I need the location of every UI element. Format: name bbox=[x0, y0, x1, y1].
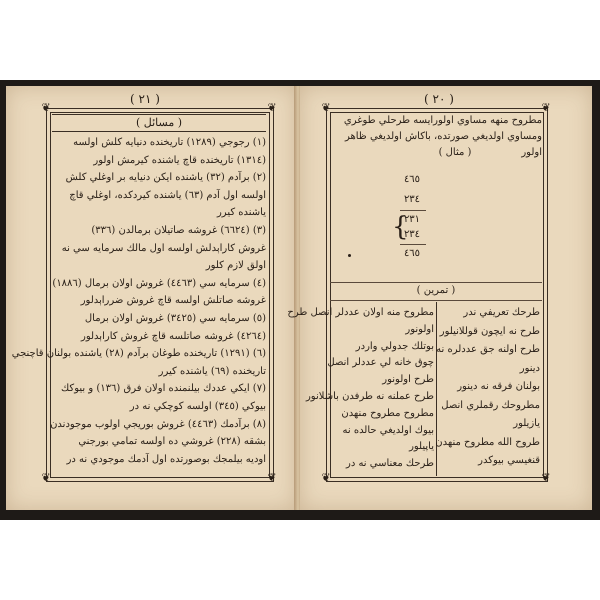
problem-line: (١٣١٤) تاريخنده قاچ ياشنده كيرمش اولور bbox=[93, 154, 266, 166]
problem-line: غروشه صاتلش اولسه قاچ غروش ضرراېدلور bbox=[80, 295, 266, 307]
right-page bbox=[287, 86, 592, 510]
problem-line: (٤٢٦٤) غروشه صاتلسه قاچ غروش كاراېدلور bbox=[81, 330, 266, 342]
example-minuend: ٤٦٥ bbox=[403, 174, 421, 185]
problem-line: غروش كاراېدلش اولسه اول مالك سرمايه سي نه bbox=[61, 242, 266, 254]
problem-line: (٤) سرمايه سي (٤٤٦٣) غروش اولان برمال (١٨٨٦) bbox=[52, 277, 266, 289]
problem-line: بيوكي (٣٤٥) اولسه كوچكي نه در bbox=[129, 401, 266, 412]
exercise-question: طرح عملنه نه طرفدن باشلانور bbox=[305, 391, 434, 402]
ornament-corner-icon: ❦ bbox=[541, 471, 551, 484]
page-number-20: ( ٢٠ ) bbox=[424, 92, 454, 106]
example-subtrahend: ٢٣٤ bbox=[403, 194, 421, 205]
example-label: ( مثال ) bbox=[438, 147, 472, 158]
problem-line: (٦) (١٢٩١) تاريخنده طوغان برآدم (٢٨) ياشنده بولنان قاچنجي bbox=[11, 348, 266, 360]
column-divider bbox=[436, 302, 437, 476]
exercise-question: طرح نه ايچون قوللانيلور bbox=[439, 325, 540, 337]
page-number-21: ( ٢١ ) bbox=[130, 92, 160, 106]
dot-mark bbox=[348, 254, 351, 257]
problem-line: تاريخنده (٦٩) ياشنده كيرر bbox=[158, 365, 266, 377]
problem-line: (٣) (٦٦٢٤) غروشه صاتيلان برمالدن (٣٣٦) bbox=[91, 225, 266, 236]
exercise-title: ( تمرين ) bbox=[416, 285, 456, 296]
problem-line: اولق لازم كلور bbox=[205, 260, 266, 272]
example-difference: ٢٣١ bbox=[403, 214, 421, 225]
exercise-question: طرحك معناسي نه در bbox=[345, 458, 434, 470]
example-check-result: ٤٦٥ bbox=[403, 248, 421, 259]
section-rule bbox=[330, 300, 542, 301]
ornament-corner-icon: ❦ bbox=[321, 101, 331, 114]
exercise-question: اولونور bbox=[405, 323, 434, 335]
exercise-question: ياپيلور bbox=[409, 441, 434, 453]
exercise-question: قنغيسي بيوكدر bbox=[478, 455, 540, 466]
problem-line: (٥) سرمايه سي (٣٤٢٥) غروش اولان برمال bbox=[84, 313, 266, 324]
rule-line bbox=[400, 210, 426, 211]
exercise-question: دينور bbox=[519, 362, 540, 374]
problem-line: ياشنده كيرر bbox=[216, 207, 266, 219]
example-check-subtrahend: ٢٣٤ bbox=[403, 229, 421, 240]
ornament-corner-icon: ❦ bbox=[321, 471, 331, 484]
problem-line: اوديه بيلمجك بوصورتده اول آدمك موجودي نه در bbox=[66, 453, 266, 465]
exercise-question: طروح الله مطروح منهدن bbox=[435, 436, 540, 448]
exercise-question: بيوك اولديغي حالده نه bbox=[342, 424, 434, 436]
left-page bbox=[6, 86, 296, 510]
problem-line: بشقه (٢٢٨) غروشي ده اولسه تمامي بورجني bbox=[78, 436, 266, 448]
ornament-corner-icon: ❦ bbox=[41, 101, 51, 114]
exercise-question: طرح اولونور bbox=[382, 374, 434, 386]
problem-line: (٢) برآدم (٣٢) ياشنده ايكن دنيايه بر اوغلي كلش bbox=[65, 172, 266, 184]
exercise-question: بوتلك جدولي واردر bbox=[355, 340, 434, 352]
ornament-corner-icon: ❦ bbox=[267, 101, 277, 114]
exercise-question: طرح اولنه جق عددلره نه bbox=[436, 344, 540, 355]
problem-line: اولسه اول آدم (٦٣) ياشنده كيردكده، اوغلي قاچ bbox=[69, 189, 266, 201]
intro-line-3: اولور bbox=[521, 147, 542, 158]
exercise-question: مطروحك رقملري انصل bbox=[441, 399, 540, 411]
problem-line: (٧) ايكي عددك بيلنمنده اولان فرق (١٣٦) و بيوكك bbox=[61, 383, 266, 395]
problem-line: (٨) برآدمك (٤٤٦٣) غروش بوريجي اولوب موجودندن bbox=[50, 418, 266, 430]
exercise-question: مطروح مطروح منهدن bbox=[341, 407, 434, 419]
exercise-question: طرحك تعريفي ندر bbox=[463, 307, 540, 318]
section-title: ( مسائل ) bbox=[52, 114, 266, 132]
exercise-question: يازيلور bbox=[513, 418, 540, 429]
intro-line-1: مطروح منهه مساوي اولورايسه طرحلي طوغري bbox=[343, 115, 542, 126]
ornament-corner-icon: ❦ bbox=[541, 101, 551, 114]
exercise-question: مطروح منه اولان عددلر انصل طرح bbox=[287, 307, 434, 318]
intro-line-2: ومساوي اولديغي صورتده، باكاش اولديغي ظاهر bbox=[344, 131, 542, 142]
ornament-corner-icon: ❦ bbox=[267, 471, 277, 484]
problem-line: (١) رجوجي (١٢٨٩) تاريخنده دنيايه كلش اولسه bbox=[73, 137, 266, 148]
ornament-corner-icon: ❦ bbox=[41, 471, 51, 484]
brace-icon: { bbox=[392, 212, 409, 242]
section-rule bbox=[330, 282, 542, 283]
exercise-question: چوق خانه لي عددلر انصل bbox=[327, 357, 434, 369]
exercise-question: بولنان فرقه نه دينور bbox=[457, 381, 540, 392]
rule-line bbox=[400, 244, 426, 245]
